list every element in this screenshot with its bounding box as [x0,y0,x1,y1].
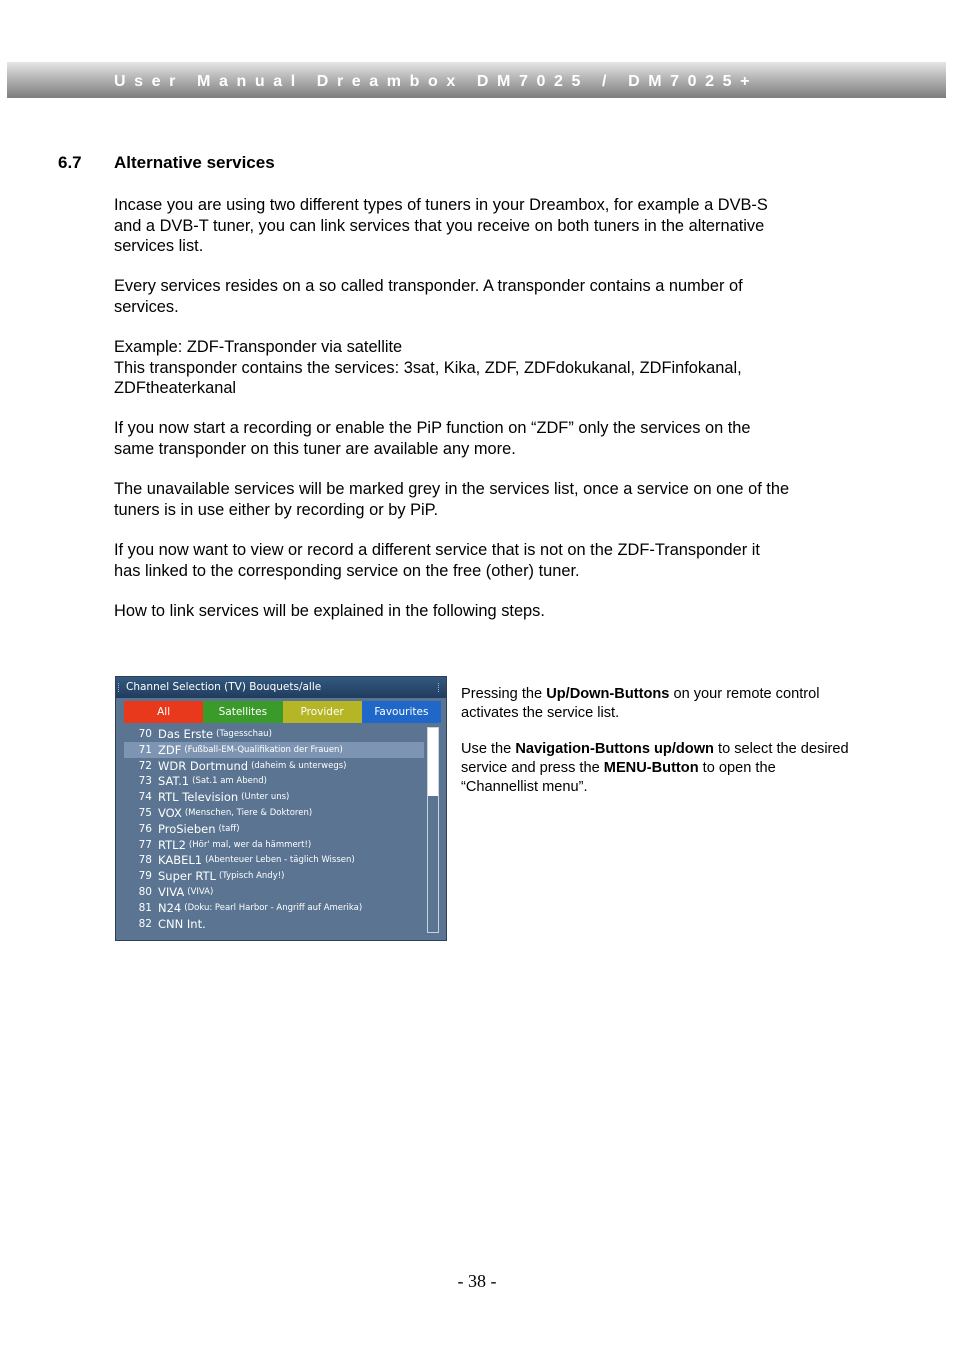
channel-name-text: VOX [158,805,182,820]
paragraph-linked [114,540,849,581]
channel-row[interactable] [124,726,424,742]
scrollbar-thumb[interactable] [428,728,438,796]
instruction-text: to select the desired service and press the [461,741,849,776]
channel-name [158,742,343,758]
instruction-bold: Up/Down-Buttons [546,686,670,702]
paragraph-example [114,337,849,399]
text-line: ZDFtheaterkanal [114,379,237,397]
channel-event: (Typisch Andy!) [218,871,285,882]
channel-tabs [124,701,441,723]
channel-name [158,900,362,916]
section-title: Alternative services [114,153,275,172]
channel-row[interactable] [124,852,424,868]
text-line: This transponder contains the services: 3sat, Kika, ZDF, ZDFdokukanal, ZDFinfokanal, [114,358,742,377]
header-title: User Manual Dreambox DM7025 / DM7025+ [114,73,759,90]
text-line: tuners is in use either by recording or by PiP. [114,500,439,519]
channel-number: 71 [138,743,152,756]
text-line: same transponder on this tuner are available any more. [114,439,516,458]
channel-number: 81 [138,901,152,914]
text-line: has linked to the corresponding service on the free (other) tuner. [114,561,580,580]
text-line: How to link services will be explained in the following steps. [114,602,545,620]
channel-name-text: Super RTL [158,869,216,884]
tab-all[interactable]: All [124,701,203,723]
channel-number: 76 [138,822,152,835]
channel-name-text: WDR Dortmund [158,758,249,773]
channel-event: (Doku: Pearl Harbor - Angriff auf Amerika) [184,902,363,913]
text-line: Example: ZDF-Transponder via satellite [114,338,403,356]
channel-name-text: SAT.1 [158,774,190,789]
channel-name-text: CNN Int. [158,916,206,931]
channel-name [158,789,289,805]
channel-row[interactable] [124,773,424,789]
channel-row[interactable] [124,789,424,805]
tab-provider[interactable]: Provider [283,701,362,723]
channel-name [158,837,311,853]
instruction-updown [461,685,851,723]
channel-number: 74 [138,791,152,804]
channel-number: 72 [138,759,152,772]
text-line: and a DVB-T tuner, you can link services that you receive on both tuners in the alternative [114,216,765,235]
channel-name [158,868,284,884]
channel-event: (Menschen, Tiere & Doktoren) [184,807,313,818]
text-line: services. [114,297,179,316]
channel-number: 79 [138,870,152,883]
channel-event: (daheim & unterwegs) [251,760,347,771]
channel-number: 78 [138,854,152,867]
instruction-navigation [461,740,851,797]
channel-name-text: ZDF [158,742,182,757]
channel-selection-title: Channel Selection (TV) Bouquets/alle [116,677,446,698]
channel-list-scrollbar[interactable] [427,727,439,933]
channel-row[interactable] [124,837,424,853]
channel-number: 82 [138,917,152,930]
text-line: Incase you are using two different types of tuners in your Dreambox, for example a DVB-S [114,196,768,214]
text-line: Every services resides on a so called transponder. A transponder contains a number of [114,277,743,295]
channel-row[interactable] [124,868,424,884]
instruction-text: on your remote control activates the service list. [461,686,820,721]
channel-row[interactable] [124,805,424,821]
paragraph-recording [114,418,849,459]
channel-name [158,884,213,900]
text-line: The unavailable services will be marked grey in the services list, once a service on one of the [114,480,790,498]
channel-name-text: Das Erste [158,727,214,741]
paragraph-transponder [114,276,849,317]
channel-name-text: ProSieben [158,821,216,836]
title-bar-decoration [438,683,444,692]
text-line: services list. [114,237,204,255]
channel-event: (taff) [218,823,240,834]
channel-name-text: RTL Television [158,790,239,805]
paragraph-unavailable [114,479,849,520]
channel-number: 77 [138,838,152,851]
channel-row[interactable] [124,758,424,774]
page-number: - 38 - [457,1271,497,1291]
channel-name-text: VIVA [158,884,185,899]
channel-event: (Fußball-EM-Qualifikation der Frauen) [184,744,343,755]
tab-favourites[interactable]: Favourites [362,701,441,723]
channel-selection-screenshot [115,676,447,941]
channel-name [158,852,355,868]
channel-event: (Hör' mal, wer da hämmert!) [188,839,312,850]
instruction-bold: MENU-Button [603,760,699,776]
channel-name-text: N24 [158,900,182,915]
channel-event: (VIVA) [187,886,214,897]
instruction-text: Pressing the [461,686,547,702]
channel-event: (Tagesschau) [216,729,272,739]
channel-name [158,805,312,821]
channel-number: 73 [138,775,152,788]
channel-name-text: KABEL1 [158,853,203,868]
channel-name [158,758,346,774]
channel-name-text: RTL2 [158,837,186,852]
channel-name [158,773,267,789]
channel-list [124,726,424,931]
title-bar-decoration [118,683,124,692]
channel-row[interactable] [124,821,424,837]
paragraph-steps [114,601,849,622]
channel-name [158,916,209,932]
channel-name [158,821,240,837]
channel-number: 80 [138,885,152,898]
channel-row[interactable] [124,900,424,916]
channel-name [158,726,272,742]
section-number: 6.7 [58,153,82,172]
instruction-text: Use the [461,741,516,757]
channel-event: (Abenteuer Leben - täglich Wissen) [205,855,355,866]
channel-event: (Unter uns) [241,792,290,803]
text-line: If you now start a recording or enable the PiP function on “ZDF” only the services on the [114,419,751,437]
paragraph-intro [114,195,849,257]
tab-satellites[interactable]: Satellites [203,701,282,723]
channel-event: (Sat.1 am Abend) [192,776,267,787]
channel-number: 70 [138,728,152,740]
instruction-bold: Navigation-Buttons up/down [515,741,714,757]
channel-row[interactable] [124,884,424,900]
text-line: If you now want to view or record a different service that is not on the ZDF-Transponder it [114,541,760,559]
channel-row[interactable] [124,916,424,932]
channel-row[interactable] [124,742,424,758]
channel-number: 75 [138,806,152,819]
instruction-text: to open the “Channellist menu”. [461,760,776,795]
